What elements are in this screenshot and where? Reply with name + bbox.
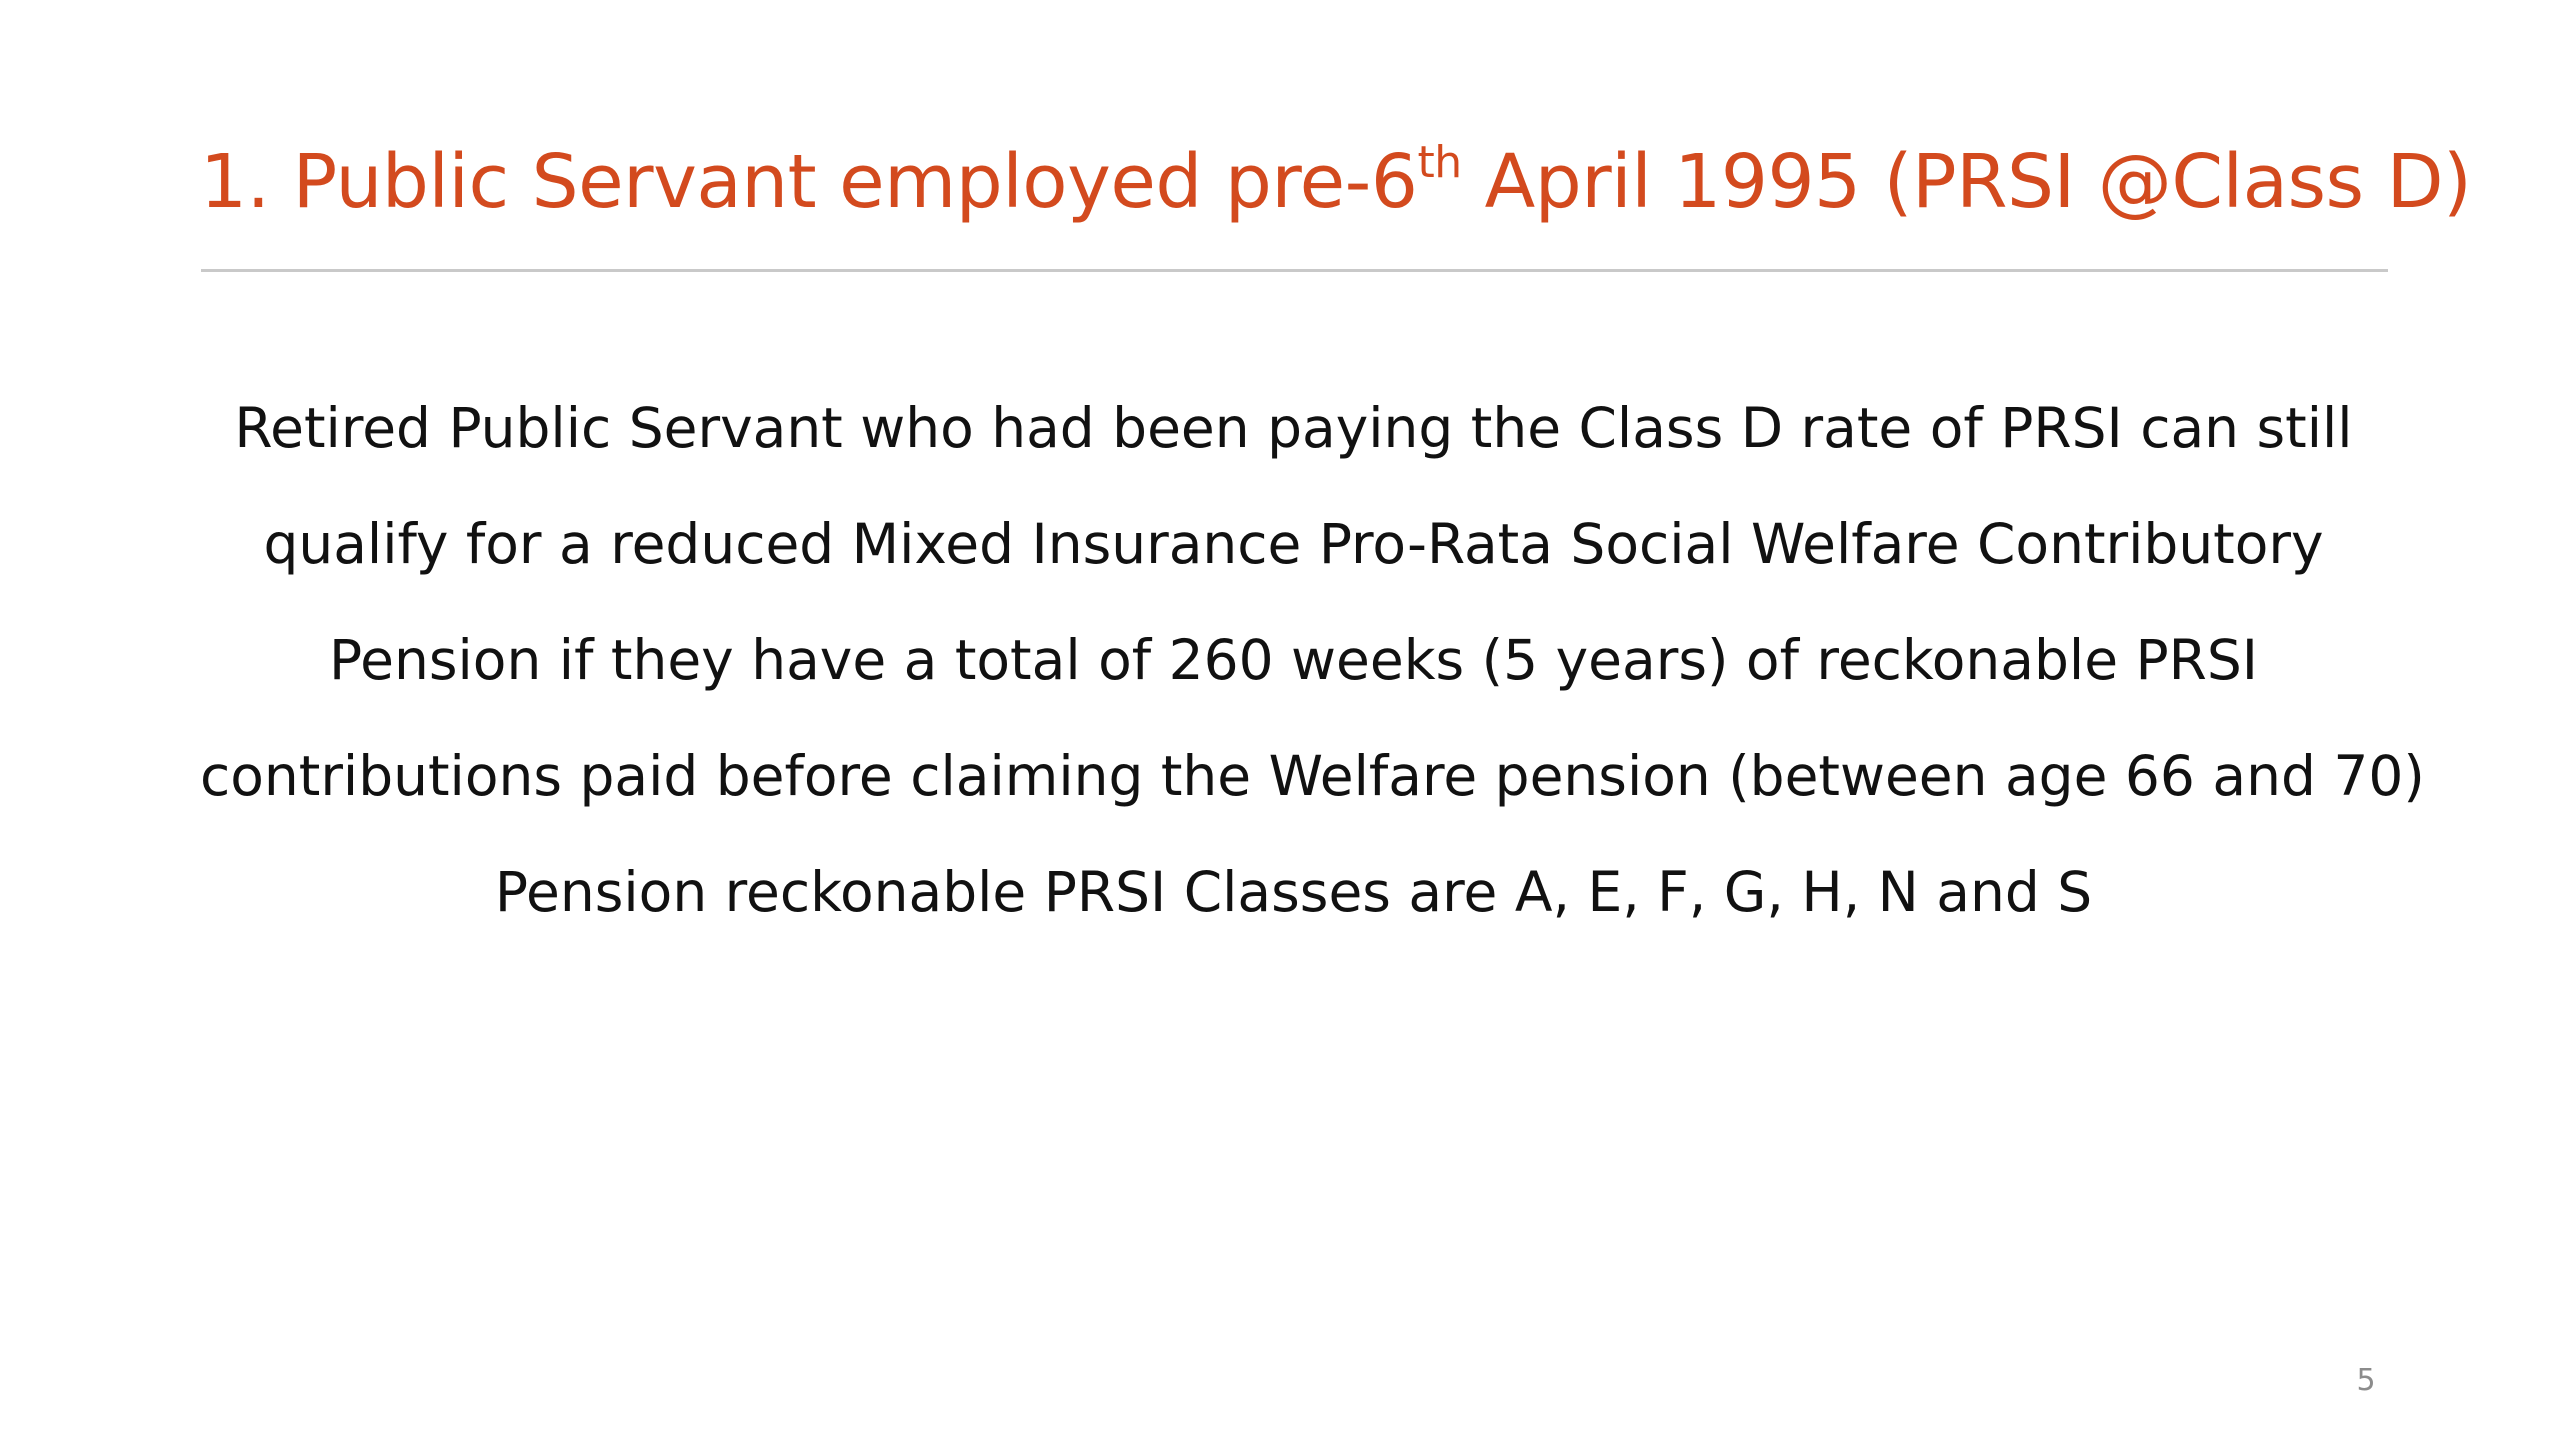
title-divider: [201, 269, 2388, 272]
page-number: 5: [2356, 1363, 2376, 1398]
body-line: qualify for a reduced Mixed Insurance Pro-Rata Social Welfare Contributory: [263, 512, 2324, 576]
slide-title-superscript: th: [1417, 137, 1462, 188]
slide-title-prefix: 1. Public Servant employed pre-6: [200, 139, 1418, 225]
body-line: Pension reckonable PRSI Classes are A, E, F, G, H, N and S: [494, 860, 2093, 924]
body-text: [200, 370, 2425, 950]
slide-title: [200, 122, 2472, 242]
body-line: Retired Public Servant who had been paying the Class D rate of PRSI can still: [234, 396, 2353, 460]
slide-title-suffix: April 1995 (PRSI @Class D): [1461, 139, 2472, 225]
body-line: contributions paid before claiming the Welfare pension (between age 66 and 70): [200, 744, 2425, 808]
body-line: Pension if they have a total of 260 weeks (5 years) of reckonable PRSI: [328, 628, 2259, 692]
